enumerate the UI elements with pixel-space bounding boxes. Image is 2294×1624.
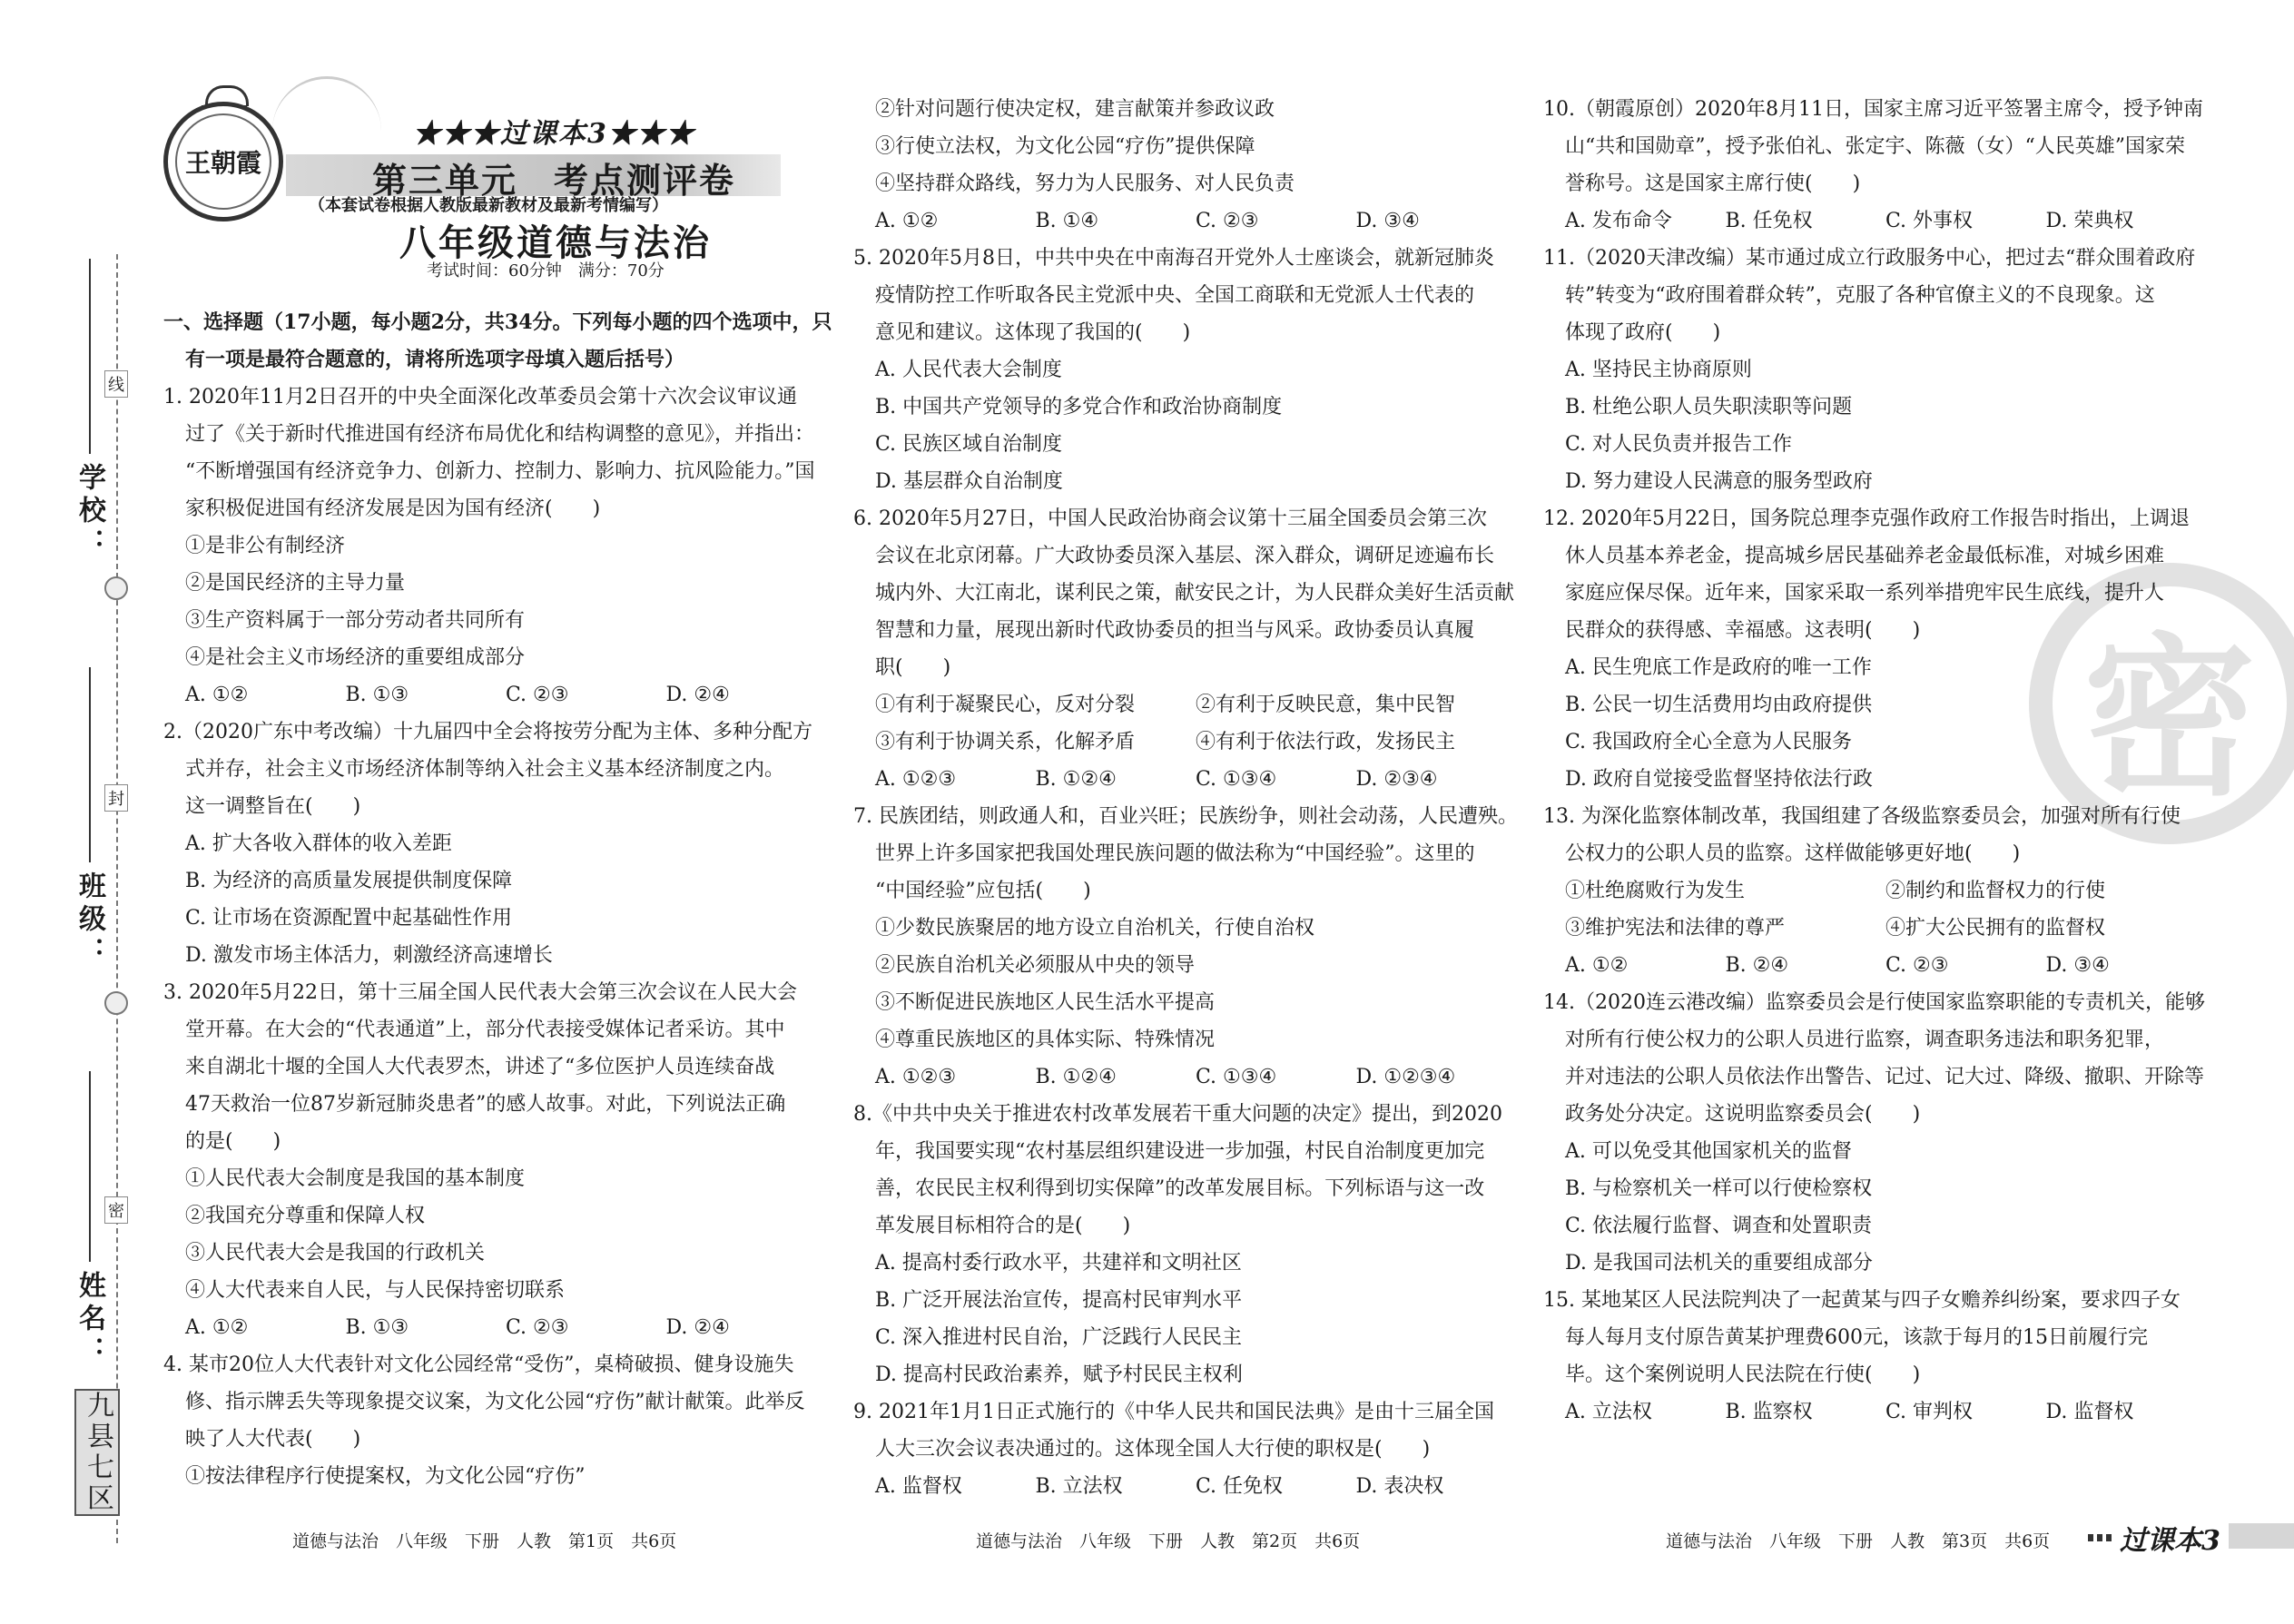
unit-title: 第三单元 考点测评卷 [372,160,736,201]
question-4: 4. 某市20位人大代表针对文化公园经常“受伤”，桌椅破损、健身设施失 修、指示牌丢失等现象提交议案，为文化公园“疗伤”献计献策。此举反 映了人大代表( ) ①按法律程序行使提案权，为文化公园“疗伤” [163,1353,805,1488]
exam-info: 考试时间：60分钟 满分：70分 [427,261,665,281]
question-8: 8.《中共中央关于推进农村改革发展若干重大问题的决定》提出，到2020 年，我国要实现“农村基层组织建设进一步加强，村民自治制度更加完 善，农民民主权利得到切实保障”的改革发展目标。下列标语与这一改 革发展目标相符合的是( ) A. 提高村委行政水平，共建祥和文明社区 B. 广泛开展法治宣传，提高村民审判水平 C. 深入推进村民自治，广泛践行人民民主 D. 提高村民政治素养，赋予村民民主权利 [853,1096,1516,1393]
option-b[interactable]: B. ①③ [345,1316,409,1339]
watermark-seal: 密 [2029,563,2294,844]
binding-mark-dense: 密 [104,1196,128,1224]
column-3 [1543,91,2206,1431]
question-1: 1. 2020年11月2日召开的中央全面深化改革委员会第十六次会议审议通 过了《关于新时代推进国有经济布局优化和结构调整的意见》，并指出： “不断增强国有经济竞争力、创新力、控制力、影响力、抗风险能力。”国 家积极促进国有经济发展是因为国有经济( ) ①是非公有制经济 ②是国民经济的主导力量 ③生产资料属于一部分劳动者共同所有 ④是社会主义市场经济的重要组成部分 A. ①② B. ①③ C. ②③ D. ②④ [163,379,826,714]
question-3: 3. 2020年5月22日，第十三届全国人民代表大会第三次会议在人民大会 堂开幕。在大会的“代表通道”上，部分代表接受媒体记者采访。其中 来自湖北十堰的全国人大代表罗杰，讲述了“多位医护人员连续奋战 47天救治一位87岁新冠肺炎患者”的感人故事。对此，下列说法正确 的是( ) ①人民代表大会制度是我国的基本制度 ②我国充分尊重和保障人权 ③人民代表大会是我国的行政机关 ④人大代表来自人民，与人民保持密切联系 A. ①② B. ①③ C. ②③ D. ②④ [163,974,826,1346]
option-d[interactable]: D. 政府自觉接受监督坚持依法行政 [1565,768,1873,791]
option-c[interactable]: C. ②③ [506,1316,569,1339]
option-a[interactable]: A. 民生兜底工作是政府的唯一工作 [1565,656,1872,679]
answer-options [1543,1393,2206,1431]
page-footer-3: 道德与法治 八年级 下册 人教 第3页 共6页 [1666,1531,2051,1551]
option-a[interactable]: A. 发布命令 [1565,210,1672,232]
option-b[interactable]: B. ②④ [1725,954,1789,977]
binding-mark-seal: 封 [104,784,128,812]
option-b[interactable]: B. 与检察机关一样可以行使检察权 [1565,1177,1873,1200]
name-blank-line[interactable] [89,1071,91,1262]
option-b[interactable]: B. ①②④ [1035,1066,1117,1088]
option-a[interactable]: A. 扩大各收入群体的收入差距 [185,832,452,855]
option-c[interactable]: C. 深入推进村民自治，广泛践行人民民主 [875,1326,1243,1349]
option-c[interactable]: C. 让市场在资源配置中起基础性作用 [185,907,513,930]
option-d[interactable]: D. 基层群众自治制度 [875,470,1063,493]
option-c[interactable]: C. 任免权 [1196,1475,1284,1498]
subject-title: 八年级道德与法治 [399,221,712,264]
answer-options [853,1468,1516,1505]
column-1 [163,304,832,1495]
question-11: 11.（2020天津改编）某市通过成立行政服务中心，把过去“群众围着政府 转”转变为“政府围着群众转”，克服了各种官僚主义的不良现象。这 体现了政府( ) A. 坚持民主协商原则 B. 杜绝公职人员失职渎职等问题 C. 对人民负责并报告工作 D. 努力建设人民满意的服务型政府 [1543,240,2206,500]
option-b[interactable]: B. ①②④ [1035,768,1117,791]
option-d[interactable]: D. ②④ [665,684,730,706]
option-d[interactable]: D. ③④ [1355,210,1420,232]
option-b[interactable]: B. 立法权 [1035,1475,1123,1498]
question-4-continued: ②针对问题行使决定权，建言献策并参政议政 ③行使立法权，为文化公园“疗伤”提供保障 ④坚持群众路线，努力为人民服务、对人民负责 A. ①② B. ①④ C. ②③ D. ③④ [853,91,1516,240]
option-d[interactable]: D. 表决权 [1355,1475,1444,1498]
answer-options [163,1309,826,1346]
option-c[interactable]: C. 民族区域自治制度 [875,433,1063,456]
question-2: 2.（2020广东中考改编）十九届四中全会将按劳分配为主体、多种分配方 式并存，社会主义市场经济体制等纳入社会主义基本经济制度之内。 这一调整旨在( ) A. 扩大各收入群体的收入差距 B. 为经济的高质量发展提供制度保障 C. 让市场在资源配置中起基础性作用 D. 激发市场主体活力，刺激经济高速增长 [163,714,826,974]
footer-dots-decoration [2088,1534,2113,1541]
question-9: 9. 2021年1月1日正式施行的《中华人民共和国民法典》是由十三届全国 人大三次会议表决通过的。这体现全国人大行使的职权是( ) A. 监督权 B. 立法权 C. 任免权 D. 表决权 [853,1393,1516,1505]
section-heading: 有一项是最符合题意的，请将所选项字母填入题后括号） [185,348,685,371]
option-a[interactable]: A. ①② [875,210,939,232]
option-b[interactable]: B. ①③ [345,684,409,706]
option-c[interactable]: C. ①③④ [1196,768,1277,791]
binding-hole [104,991,128,1015]
question-14: 14.（2020连云港改编）监察委员会是行使国家监察职能的专责机关，能够 对所有行使公权力的公职人员进行监察，调查职务违法和职务犯罪， 并对违法的公职人员依法作出警告、记过、记大过、降级、撤职、开除等 政务处分决定。这说明监察委员会( ) A. 可以免受其他国家机关的监督 B. 与检察机关一样可以行使检察权 C. 依法履行监督、调查和处置职责 D. 是我国司法机关的重要组成部分 [1543,984,2206,1282]
option-a[interactable]: A. ①② [185,684,249,706]
footer-series-title: 过课本3 [2120,1525,2220,1557]
county-badge: 九县七区 [74,1389,120,1516]
binding-dashed-line [116,254,118,1543]
option-a[interactable]: A. 可以免受其他国家机关的监督 [1565,1140,1852,1163]
binding-mark-line: 线 [104,370,128,398]
option-a[interactable]: A. ①②③ [875,1066,957,1088]
page-footer-1: 道德与法治 八年级 下册 人教 第1页 共6页 [292,1531,677,1551]
answer-options [1543,202,2206,240]
option-c[interactable]: C. 外事权 [1885,210,1974,232]
option-d[interactable]: D. ①②③④ [1355,1066,1456,1088]
option-a[interactable]: A. ①② [1565,954,1629,977]
answer-options [163,676,826,714]
school-blank-line[interactable] [89,259,91,454]
option-a[interactable]: A. ①② [185,1316,249,1339]
ribbon-decoration [272,76,381,131]
compile-note: （本套试卷根据人教版最新教材及最新考情编写） [309,196,668,215]
option-d[interactable]: D. 激发市场主体活力，刺激经济高速增长 [185,944,553,967]
option-c[interactable]: C. ②③ [506,684,569,706]
option-b[interactable]: B. 杜绝公职人员失职渎职等问题 [1565,396,1853,418]
option-c[interactable]: C. ①③④ [1196,1066,1277,1088]
answer-options [853,761,1516,798]
answer-options [1543,947,2206,984]
option-d[interactable]: D. 荣典权 [2045,210,2134,232]
option-c[interactable]: C. ②③ [1885,954,1949,977]
option-a[interactable]: A. 监督权 [875,1475,962,1498]
option-b[interactable]: B. 中国共产党领导的多党合作和政治协商制度 [875,396,1283,418]
question-5: 5. 2020年5月8日，中共中央在中南海召开党外人士座谈会，就新冠肺炎 疫情防控工作听取各民主党派中央、全国工商联和无党派人士代表的 意见和建议。这体现了我国的( ) A. 人民代表大会制度 B. 中国共产党领导的多党合作和政治协商制度 C. 民族区域自治制度 D. 基层群众自治制度 [853,240,1516,500]
question-10: 10.（朝霞原创）2020年8月11日，国家主席习近平签署主席令，授予钟南 山“共和国勋章”，授予张伯礼、张定宇、陈薇（女）“人民英雄”国家荣 誉称号。这是国家主席行使( ) A. 发布命令 B. 任免权 C. 外事权 D. 荣典权 [1543,91,2206,240]
footer-bar-decoration [2229,1523,2294,1549]
school-label: 学校： [74,463,105,561]
option-d[interactable]: D. ②④ [665,1316,730,1339]
option-c[interactable]: C. 对人民负责并报告工作 [1565,433,1793,456]
answer-options [853,1058,1516,1096]
option-d[interactable]: D. ②③④ [1355,768,1438,791]
option-a[interactable]: A. ①②③ [875,768,957,791]
option-d[interactable]: D. 提高村民政治素养，赋予村民民主权利 [875,1363,1243,1386]
option-b[interactable]: B. 公民一切生活费用均由政府提供 [1565,694,1873,716]
class-blank-line[interactable] [89,667,91,862]
class-label: 班级： [74,871,105,969]
option-a[interactable]: A. 坚持民主协商原则 [1565,359,1752,381]
column-2 [853,91,1516,1505]
answer-options [853,202,1516,240]
option-a[interactable]: A. 人民代表大会制度 [875,359,1062,381]
section-heading: 一、选择题（17小题，每小题2分，共34分。下列每小题的四个选项中，只 [163,310,832,334]
question-13: 13. 为深化监察体制改革，我国组建了各级监察委员会，加强对所有行使 公权力的公职人员的监察。这样做能够更好地( ) ①杜绝腐败行为发生 ②制约和监督权力的行使 ③维护宪法和法律的尊严 ④扩大公民拥有的监督权 A. ①② B. ②④ C. ②③ D. ③④ [1543,798,2206,984]
binding-hole [104,576,128,600]
option-b[interactable]: B. 任免权 [1725,210,1813,232]
logo-text: 王朝霞 [175,113,271,210]
option-b[interactable]: B. ①④ [1035,210,1099,232]
page-footer-2: 道德与法治 八年级 下册 人教 第2页 共6页 [976,1531,1361,1551]
question-12: 12. 2020年5月22日，国务院总理李克强作政府工作报告时指出，上调退 休人员基本养老金，提高城乡居民基础养老金最低标准，对城乡困难 家庭应保尽保。近年来，国家采取一系列举措兜牢民生底线，提升人 民群众的获得感、幸福感。这表明( ) A. 民生兜底工作是政府的唯一工作 B. 公民一切生活费用均由政府提供 C. 我国政府全心全意为人民服务 D. 政府自觉接受监督坚持依法行政 [1543,500,2206,798]
option-d[interactable]: D. 监督权 [2045,1401,2134,1423]
question-15: 15. 某地某区人民法院判决了一起黄某与四子女赡养纠纷案，要求四子女 每人每月支付原告黄某护理费600元，该款于每月的15日前履行完 毕。这个案例说明人民法院在行使( ) A. 立法权 B. 监察权 C. 审判权 D. 监督权 [1543,1282,2206,1431]
question-6: 6. 2020年5月27日，中国人民政治协商会议第十三届全国委员会第三次 会议在北京闭幕。广大政协委员深入基层、深入群众，调研足迹遍布长 城内外、大江南北，谋利民之策，献安民之计，为人民群众美好生活贡献 智慧和力量，展现出新时代政协委员的担当与风采。政协委员认真履 职( ) ①有利于凝聚民心，反对分裂 ②有利于反映民意，集中民智 ③有利于协调关系，化解矛盾 ④有利于依法行政，发扬民主 A. ①②③ B. ①②④ C. ①③④ D. ②③④ [853,500,1516,798]
name-label: 姓名： [74,1271,105,1369]
option-d[interactable]: D. ③④ [2045,954,2110,977]
option-b[interactable]: B. 广泛开展法治宣传，提高村民审判水平 [875,1289,1243,1312]
series-title: ★★★过课本3★★★ [413,118,695,150]
option-d[interactable]: D. 是我国司法机关的重要组成部分 [1565,1252,1873,1275]
option-b[interactable]: B. 监察权 [1725,1401,1813,1423]
option-d[interactable]: D. 努力建设人民满意的服务型政府 [1565,470,1873,493]
option-b[interactable]: B. 为经济的高质量发展提供制度保障 [185,870,513,892]
option-c[interactable]: C. 我国政府全心全意为人民服务 [1565,731,1853,753]
option-c[interactable]: C. 审判权 [1885,1401,1974,1423]
brand-logo [163,102,283,221]
option-a[interactable]: A. 提高村委行政水平，共建祥和文明社区 [875,1252,1242,1275]
option-c[interactable]: C. 依法履行监督、调查和处置职责 [1565,1215,1873,1237]
question-7: 7. 民族团结，则政通人和，百业兴旺；民族纷争，则社会动荡，人民遭殃。 世界上许多国家把我国处理民族问题的做法称为“中国经验”。这里的 “中国经验”应包括( ) ①少数民族聚居的地方设立自治机关，行使自治权 ②民族自治机关必须服从中央的领导 ③不断促进民族地区人民生活水平提高 ④尊重民族地区的具体实际、特殊情况 A. ①②③ B. ①②④ C. ①③④ D. ①②③④ [853,798,1516,1096]
option-a[interactable]: A. 立法权 [1565,1401,1652,1423]
option-c[interactable]: C. ②③ [1196,210,1259,232]
